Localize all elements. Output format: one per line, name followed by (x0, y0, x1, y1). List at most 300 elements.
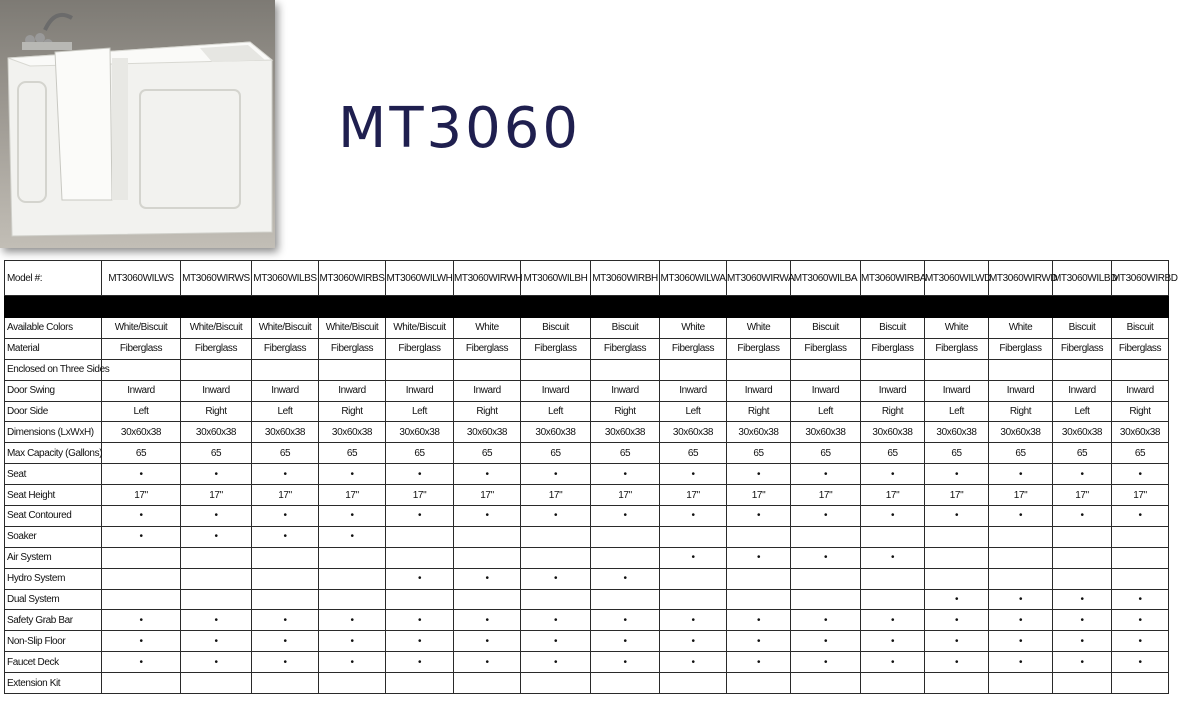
feature-bullet: • (861, 506, 925, 527)
spec-row-label: Available Colors (5, 318, 102, 339)
spec-value-cell (102, 568, 181, 589)
spec-row-label: Material (5, 338, 102, 359)
feature-bullet: • (102, 464, 181, 485)
spec-row (5, 610, 1169, 631)
spec-row (5, 589, 1169, 610)
feature-bullet: • (252, 506, 319, 527)
feature-bullet: • (454, 652, 521, 673)
spec-value-cell: 65 (925, 443, 989, 464)
spec-value-cell (102, 359, 181, 380)
model-number-cell: MT3060WILBD (1053, 261, 1112, 296)
feature-bullet: • (319, 652, 386, 673)
spec-value-cell: Inward (791, 380, 861, 401)
spec-value-cell (521, 589, 591, 610)
spec-row-label: Faucet Deck (5, 652, 102, 673)
spec-value-cell (386, 589, 454, 610)
spec-value-cell (102, 589, 181, 610)
spec-row-label: Door Side (5, 401, 102, 422)
spec-value-cell: Left (386, 401, 454, 422)
spec-row (5, 443, 1169, 464)
feature-bullet: • (861, 631, 925, 652)
spec-value-cell (521, 359, 591, 380)
spec-value-cell: 65 (521, 443, 591, 464)
feature-bullet: • (1053, 610, 1112, 631)
spec-value-cell (660, 589, 727, 610)
feature-bullet: • (102, 652, 181, 673)
feature-bullet: • (1112, 610, 1169, 631)
model-number-cell: MT3060WILWD (925, 261, 989, 296)
spec-value-cell: 17" (521, 485, 591, 506)
spec-row-label: Safety Grab Bar (5, 610, 102, 631)
feature-bullet: • (386, 506, 454, 527)
spec-value-cell: 30x60x38 (791, 422, 861, 443)
feature-bullet: • (181, 652, 252, 673)
model-number-cell: MT3060WILBH (521, 261, 591, 296)
spec-value-cell: Fiberglass (727, 338, 791, 359)
feature-bullet: • (989, 652, 1053, 673)
spec-value-cell: 17" (727, 485, 791, 506)
spec-value-cell (591, 526, 660, 547)
spec-value-cell: Fiberglass (925, 338, 989, 359)
feature-bullet: • (454, 631, 521, 652)
spec-row (5, 485, 1169, 506)
feature-bullet: • (386, 652, 454, 673)
spec-value-cell: 17" (861, 485, 925, 506)
spec-value-cell (925, 568, 989, 589)
feature-bullet: • (102, 610, 181, 631)
header-row (5, 261, 1169, 296)
spec-value-cell: 17" (386, 485, 454, 506)
feature-bullet: • (102, 506, 181, 527)
spec-value-cell: Left (925, 401, 989, 422)
spec-value-cell: 65 (791, 443, 861, 464)
feature-bullet: • (989, 506, 1053, 527)
spec-value-cell: 17" (1053, 485, 1112, 506)
spec-row-label: Enclosed on Three Sides (5, 359, 102, 380)
feature-bullet: • (386, 631, 454, 652)
model-number-cell: MT3060WIRBA (861, 261, 925, 296)
feature-bullet: • (1112, 652, 1169, 673)
feature-bullet: • (319, 610, 386, 631)
model-number-cell: MT3060WIRBH (591, 261, 660, 296)
spec-value-cell (454, 359, 521, 380)
feature-bullet: • (660, 547, 727, 568)
feature-bullet: • (102, 631, 181, 652)
feature-bullet: • (791, 547, 861, 568)
spec-value-cell: 30x60x38 (252, 422, 319, 443)
feature-bullet: • (727, 652, 791, 673)
spec-value-cell (252, 547, 319, 568)
spec-value-cell (591, 589, 660, 610)
feature-bullet: • (252, 631, 319, 652)
model-number-cell: MT3060WIRWH (454, 261, 521, 296)
spec-value-cell: 30x60x38 (181, 422, 252, 443)
spec-value-cell (1112, 526, 1169, 547)
spec-value-cell (1053, 547, 1112, 568)
feature-bullet: • (1112, 464, 1169, 485)
spec-value-cell: 17" (102, 485, 181, 506)
feature-bullet: • (591, 631, 660, 652)
spec-row (5, 318, 1169, 339)
spec-value-cell: Left (791, 401, 861, 422)
spec-value-cell: 65 (1112, 443, 1169, 464)
feature-bullet: • (660, 506, 727, 527)
spec-row (5, 526, 1169, 547)
feature-bullet: • (521, 610, 591, 631)
spec-value-cell (252, 589, 319, 610)
spec-value-cell: 65 (989, 443, 1053, 464)
model-number-cell: MT3060WIRWS (181, 261, 252, 296)
spec-row-label: Non-Slip Floor (5, 631, 102, 652)
feature-bullet: • (386, 568, 454, 589)
spec-value-cell: 30x60x38 (102, 422, 181, 443)
spec-row-label: Seat (5, 464, 102, 485)
spec-value-cell: Left (660, 401, 727, 422)
spec-value-cell (791, 359, 861, 380)
spec-value-cell (727, 673, 791, 694)
feature-bullet: • (521, 652, 591, 673)
spec-value-cell: Left (102, 401, 181, 422)
feature-bullet: • (989, 631, 1053, 652)
spec-value-cell (660, 526, 727, 547)
spec-value-cell (861, 526, 925, 547)
feature-bullet: • (591, 506, 660, 527)
feature-bullet: • (925, 610, 989, 631)
spec-value-cell: Inward (591, 380, 660, 401)
feature-bullet: • (925, 589, 989, 610)
feature-bullet: • (989, 464, 1053, 485)
spec-value-cell: 65 (181, 443, 252, 464)
spec-value-cell (727, 359, 791, 380)
spec-value-cell (252, 359, 319, 380)
spec-value-cell: Fiberglass (989, 338, 1053, 359)
product-photo (0, 0, 275, 248)
spec-value-cell (1112, 673, 1169, 694)
spec-value-cell: 17" (1112, 485, 1169, 506)
feature-bullet: • (791, 506, 861, 527)
feature-bullet: • (454, 464, 521, 485)
spec-value-cell (102, 673, 181, 694)
spec-row (5, 652, 1169, 673)
spec-value-cell: Biscuit (1053, 318, 1112, 339)
spec-value-cell: Inward (989, 380, 1053, 401)
spec-value-cell: 30x60x38 (591, 422, 660, 443)
feature-bullet: • (454, 506, 521, 527)
spec-row-label: Seat Height (5, 485, 102, 506)
feature-bullet: • (791, 631, 861, 652)
spec-row-label: Extension Kit (5, 673, 102, 694)
feature-bullet: • (454, 610, 521, 631)
spec-row-label: Max Capacity (Gallons) (5, 443, 102, 464)
spec-value-cell (727, 589, 791, 610)
feature-bullet: • (727, 610, 791, 631)
spec-value-cell (925, 359, 989, 380)
spec-row-label: Hydro System (5, 568, 102, 589)
spec-value-cell: Fiberglass (181, 338, 252, 359)
spec-row (5, 631, 1169, 652)
spec-value-cell (102, 547, 181, 568)
spec-value-cell (727, 526, 791, 547)
spec-value-cell (181, 589, 252, 610)
spec-value-cell: Fiberglass (660, 338, 727, 359)
spec-value-cell: White/Biscuit (386, 318, 454, 339)
spec-value-cell (1112, 568, 1169, 589)
spec-value-cell (591, 547, 660, 568)
feature-bullet: • (861, 547, 925, 568)
spec-value-cell: 65 (386, 443, 454, 464)
feature-bullet: • (591, 652, 660, 673)
feature-bullet: • (454, 568, 521, 589)
spec-value-cell (319, 568, 386, 589)
spec-value-cell (1112, 359, 1169, 380)
spec-value-cell: White/Biscuit (252, 318, 319, 339)
feature-bullet: • (1053, 631, 1112, 652)
spec-row (5, 547, 1169, 568)
model-number-cell: MT3060WIRWA (727, 261, 791, 296)
feature-bullet: • (1112, 631, 1169, 652)
spec-value-cell: 30x60x38 (861, 422, 925, 443)
feature-bullet: • (252, 610, 319, 631)
spec-value-cell (386, 547, 454, 568)
spec-value-cell: Fiberglass (319, 338, 386, 359)
spec-value-cell: White/Biscuit (319, 318, 386, 339)
spec-value-cell: Inward (252, 380, 319, 401)
spec-value-cell (925, 547, 989, 568)
spec-row-label: Dual System (5, 589, 102, 610)
spec-row-label: Soaker (5, 526, 102, 547)
spec-value-cell: Inward (521, 380, 591, 401)
spec-value-cell: 30x60x38 (1112, 422, 1169, 443)
spec-value-cell: White (727, 318, 791, 339)
spec-value-cell (925, 673, 989, 694)
spec-value-cell (1053, 359, 1112, 380)
feature-bullet: • (925, 506, 989, 527)
spec-value-cell: 30x60x38 (521, 422, 591, 443)
spec-value-cell (454, 673, 521, 694)
spec-value-cell: 30x60x38 (319, 422, 386, 443)
spec-value-cell: Right (181, 401, 252, 422)
spec-value-cell: 30x60x38 (727, 422, 791, 443)
feature-bullet: • (181, 506, 252, 527)
spec-value-cell: 30x60x38 (454, 422, 521, 443)
model-number-cell: MT3060WILWS (102, 261, 181, 296)
spec-table (4, 260, 1178, 694)
feature-bullet: • (181, 464, 252, 485)
feature-bullet: • (1053, 506, 1112, 527)
spec-value-cell: Right (861, 401, 925, 422)
spec-row (5, 401, 1169, 422)
spec-value-cell: 17" (252, 485, 319, 506)
separator-bar (5, 296, 1169, 318)
spec-row-label: Seat Contoured (5, 506, 102, 527)
feature-bullet: • (252, 652, 319, 673)
spec-row (5, 359, 1169, 380)
feature-bullet: • (727, 506, 791, 527)
spec-value-cell: Fiberglass (454, 338, 521, 359)
spec-value-cell: Inward (1112, 380, 1169, 401)
feature-bullet: • (989, 610, 1053, 631)
feature-bullet: • (727, 631, 791, 652)
spec-value-cell: Biscuit (791, 318, 861, 339)
spec-row (5, 568, 1169, 589)
spec-row (5, 673, 1169, 694)
feature-bullet: • (386, 610, 454, 631)
spec-value-cell (989, 359, 1053, 380)
spec-value-cell (181, 547, 252, 568)
spec-value-cell: 17" (791, 485, 861, 506)
model-number-cell: MT3060WILWA (660, 261, 727, 296)
spec-value-cell (861, 589, 925, 610)
spec-value-cell: Inward (319, 380, 386, 401)
spec-value-cell (791, 589, 861, 610)
spec-value-cell: 17" (925, 485, 989, 506)
feature-bullet: • (591, 464, 660, 485)
spec-value-cell (386, 359, 454, 380)
spec-value-cell: White (925, 318, 989, 339)
spec-value-cell: 30x60x38 (386, 422, 454, 443)
spec-value-cell: Right (319, 401, 386, 422)
spec-value-cell: 65 (252, 443, 319, 464)
spec-value-cell: Biscuit (1112, 318, 1169, 339)
model-number-cell: MT3060WIRWD (989, 261, 1053, 296)
spec-value-cell (454, 526, 521, 547)
feature-bullet: • (319, 631, 386, 652)
spec-value-cell: 65 (727, 443, 791, 464)
feature-bullet: • (319, 526, 386, 547)
spec-value-cell: Inward (386, 380, 454, 401)
spec-value-cell: Left (521, 401, 591, 422)
spec-value-cell: 65 (861, 443, 925, 464)
spec-value-cell: 17" (660, 485, 727, 506)
feature-bullet: • (727, 464, 791, 485)
spec-value-cell (791, 526, 861, 547)
feature-bullet: • (861, 610, 925, 631)
feature-bullet: • (181, 631, 252, 652)
spec-value-cell: 30x60x38 (925, 422, 989, 443)
spec-value-cell: Left (1053, 401, 1112, 422)
spec-value-cell: 65 (102, 443, 181, 464)
spec-value-cell: Inward (102, 380, 181, 401)
feature-bullet: • (1112, 589, 1169, 610)
spec-value-cell (319, 589, 386, 610)
spec-value-cell: 17" (454, 485, 521, 506)
spec-value-cell (1053, 673, 1112, 694)
spec-value-cell (521, 547, 591, 568)
spec-value-cell: 65 (454, 443, 521, 464)
spec-value-cell (989, 526, 1053, 547)
feature-bullet: • (861, 464, 925, 485)
spec-value-cell: 65 (319, 443, 386, 464)
model-number-cell: MT3060WILBS (252, 261, 319, 296)
spec-value-cell: 30x60x38 (989, 422, 1053, 443)
spec-value-cell (591, 673, 660, 694)
feature-bullet: • (989, 589, 1053, 610)
spec-value-cell (319, 359, 386, 380)
spec-value-cell (252, 673, 319, 694)
feature-bullet: • (660, 464, 727, 485)
spec-value-cell: 30x60x38 (1053, 422, 1112, 443)
feature-bullet: • (791, 610, 861, 631)
spec-value-cell: 17" (989, 485, 1053, 506)
feature-bullet: • (925, 464, 989, 485)
feature-bullet: • (660, 631, 727, 652)
spec-value-cell: Right (454, 401, 521, 422)
model-number-cell: MT3060WIRBS (319, 261, 386, 296)
spec-value-cell: Right (989, 401, 1053, 422)
feature-bullet: • (791, 464, 861, 485)
spec-value-cell: White/Biscuit (102, 318, 181, 339)
feature-bullet: • (252, 464, 319, 485)
feature-bullet: • (181, 526, 252, 547)
spec-value-cell (181, 568, 252, 589)
spec-value-cell (1053, 526, 1112, 547)
feature-bullet: • (102, 526, 181, 547)
feature-bullet: • (386, 464, 454, 485)
feature-bullet: • (925, 652, 989, 673)
spec-value-cell: White/Biscuit (181, 318, 252, 339)
spec-value-cell: Inward (727, 380, 791, 401)
feature-bullet: • (791, 652, 861, 673)
spec-value-cell (386, 526, 454, 547)
spec-value-cell: Fiberglass (591, 338, 660, 359)
spec-value-cell: 65 (1053, 443, 1112, 464)
spec-value-cell: Fiberglass (102, 338, 181, 359)
spec-value-cell: Inward (660, 380, 727, 401)
spec-value-cell (660, 673, 727, 694)
spec-value-cell: Inward (925, 380, 989, 401)
spec-value-cell (660, 359, 727, 380)
spec-value-cell: Fiberglass (521, 338, 591, 359)
spec-value-cell: White (989, 318, 1053, 339)
feature-bullet: • (521, 464, 591, 485)
feature-bullet: • (181, 610, 252, 631)
spec-value-cell: Inward (861, 380, 925, 401)
spec-row-label: Dimensions (LxWxH) (5, 422, 102, 443)
spec-value-cell (861, 673, 925, 694)
spec-row (5, 506, 1169, 527)
feature-bullet: • (1053, 464, 1112, 485)
model-number-cell: MT3060WILBA (791, 261, 861, 296)
spec-value-cell (252, 568, 319, 589)
spec-value-cell (791, 673, 861, 694)
spec-value-cell: Fiberglass (1053, 338, 1112, 359)
walk-in-bathtub-icon (0, 0, 275, 248)
model-number-cell: MT3060WIRBD (1112, 261, 1169, 296)
feature-bullet: • (591, 610, 660, 631)
spec-value-cell (521, 526, 591, 547)
spec-value-cell (1112, 547, 1169, 568)
spec-value-cell (591, 359, 660, 380)
spec-value-cell (454, 589, 521, 610)
spec-value-cell: 17" (591, 485, 660, 506)
spec-row (5, 338, 1169, 359)
header-label: Model #: (5, 261, 102, 296)
page-title: MT3060 (338, 96, 582, 161)
spec-value-cell (386, 673, 454, 694)
spec-value-cell (861, 359, 925, 380)
feature-bullet: • (319, 464, 386, 485)
spec-value-cell: Left (252, 401, 319, 422)
spec-value-cell: 65 (660, 443, 727, 464)
feature-bullet: • (319, 506, 386, 527)
spec-value-cell: 30x60x38 (660, 422, 727, 443)
spec-value-cell: Biscuit (521, 318, 591, 339)
feature-bullet: • (521, 631, 591, 652)
spec-value-cell: Fiberglass (1112, 338, 1169, 359)
spec-value-cell: Fiberglass (791, 338, 861, 359)
spec-value-cell (454, 547, 521, 568)
spec-value-cell (181, 359, 252, 380)
